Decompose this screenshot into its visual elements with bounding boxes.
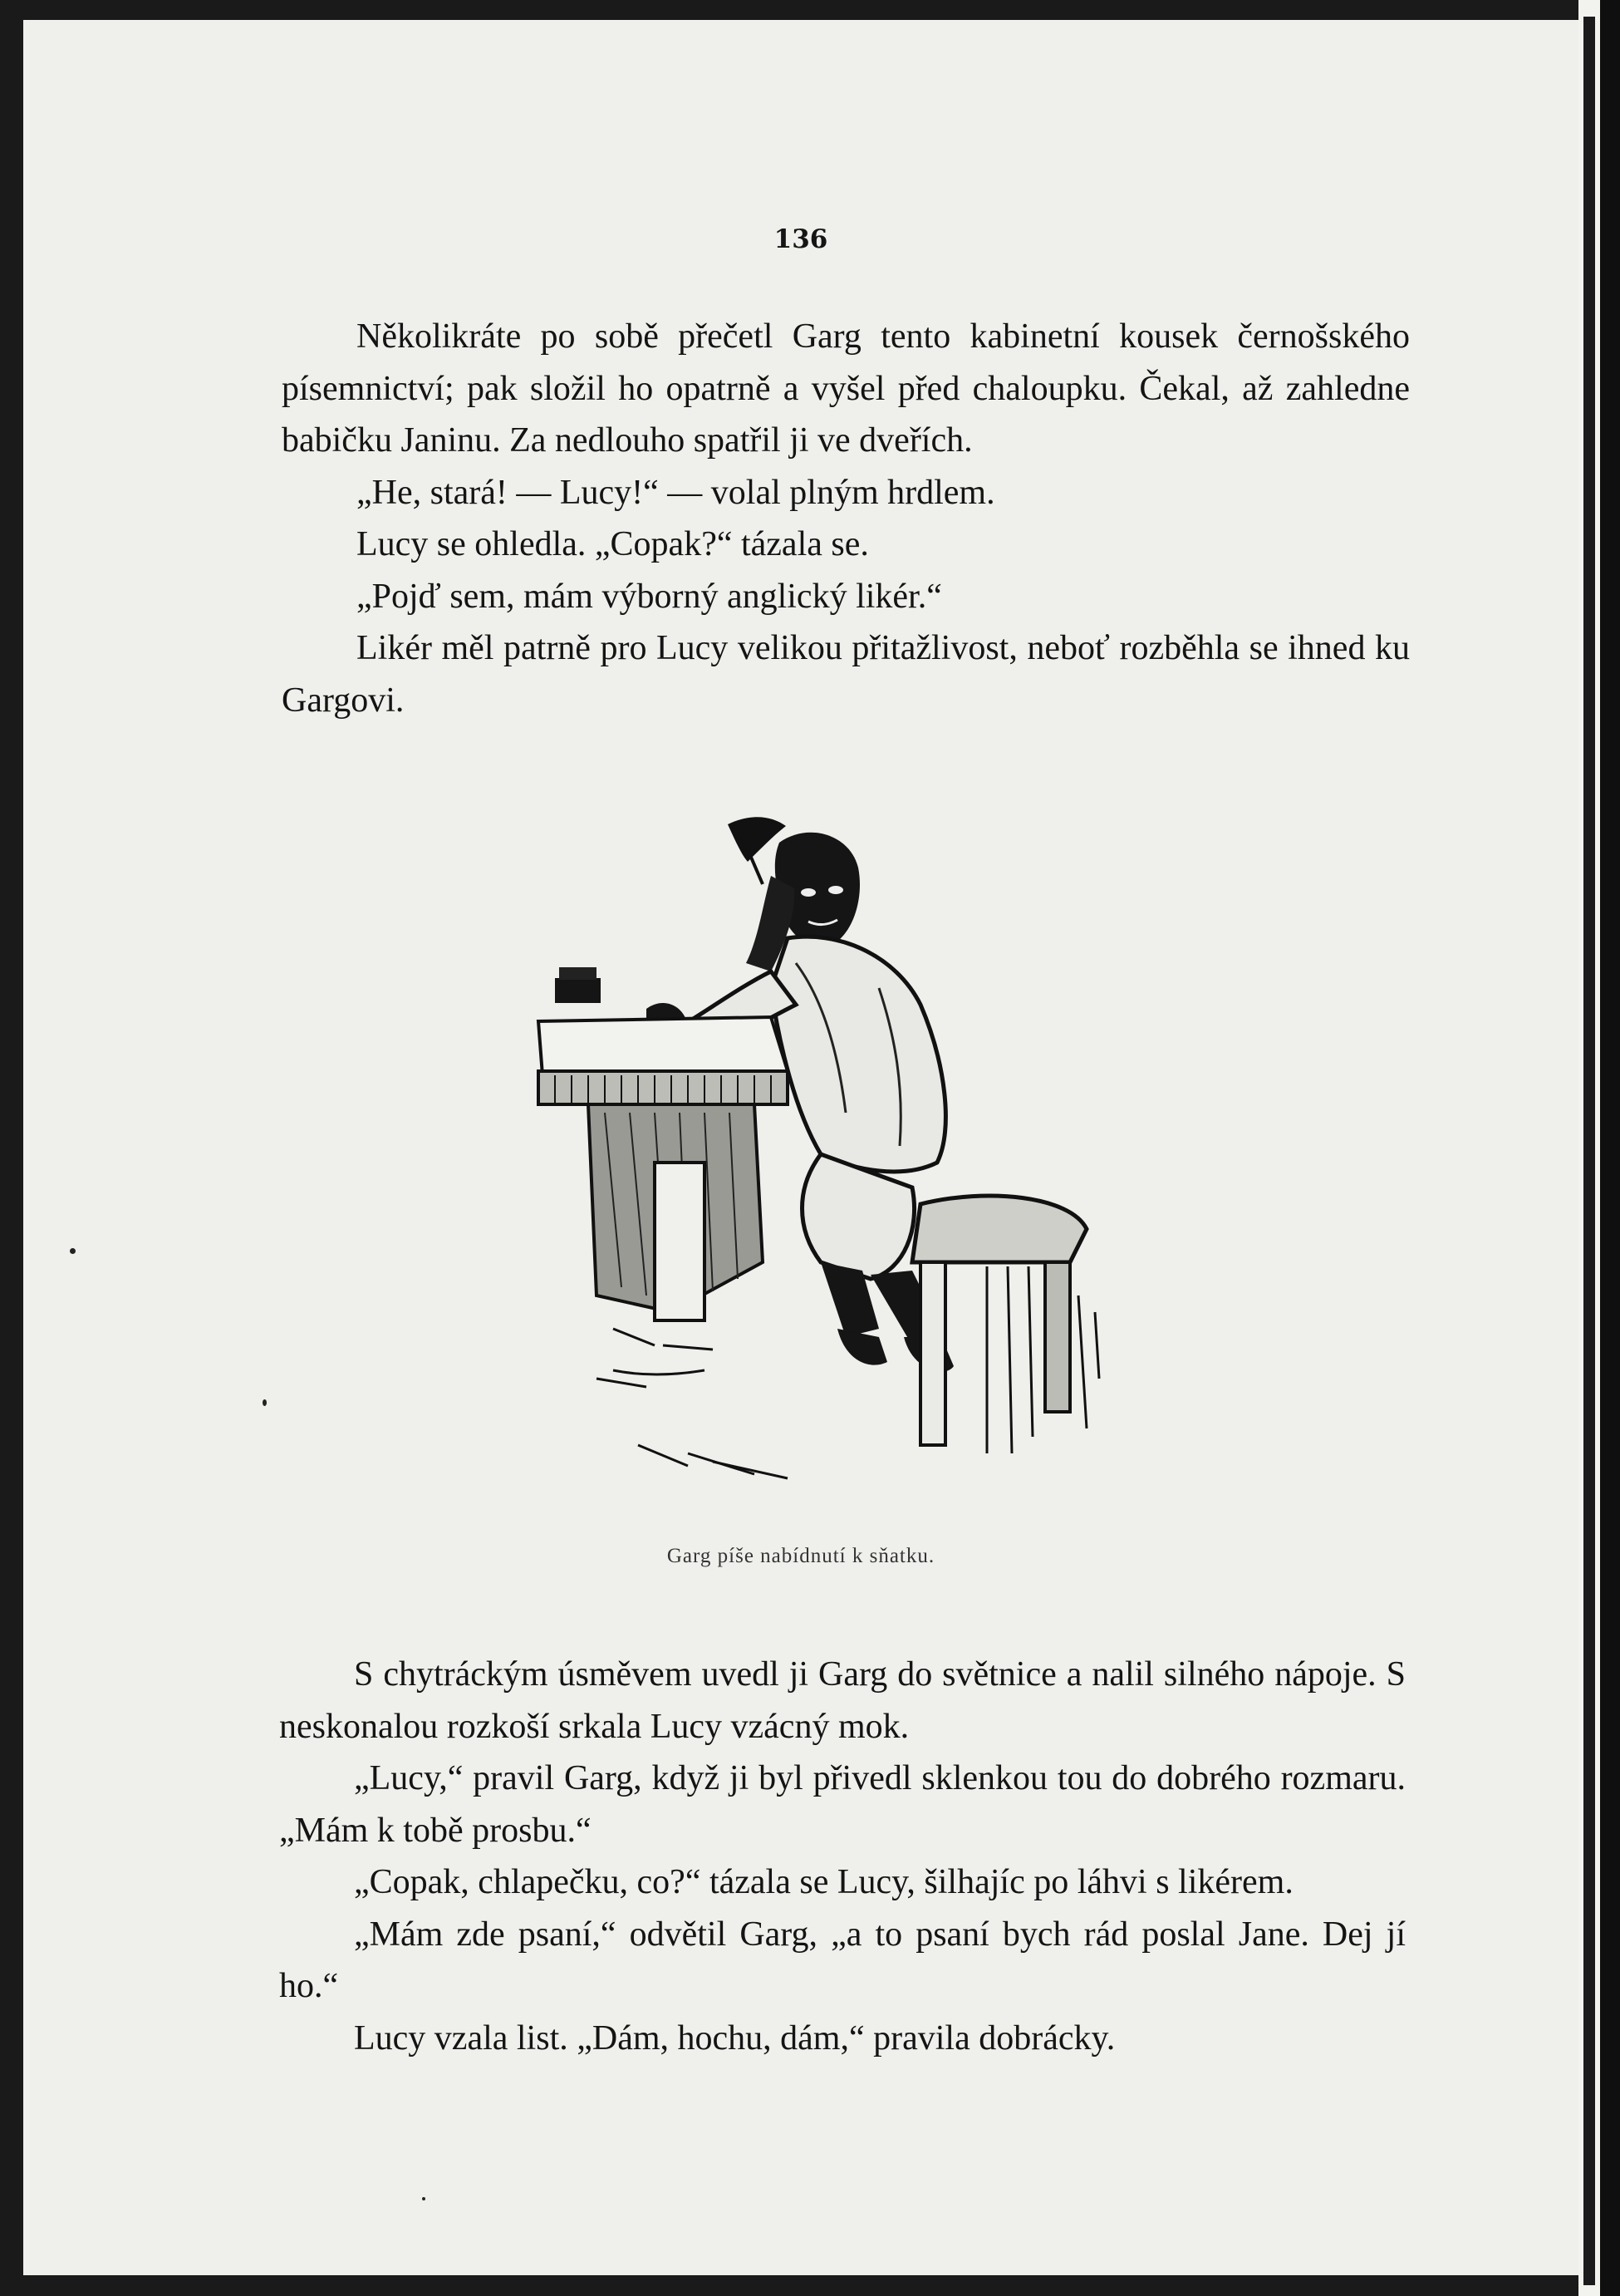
- paragraph: Likér měl patrně pro Lucy velikou přitažlivost, neboť rozběhla se ihned ku Gargovi.: [282, 629, 1410, 720]
- paragraph: Několikráte po sobě přečetl Garg tento kabinetní kousek černošského písemnictví; pak složil ho opatrně a vyšel před chaloupku. Čekal, až zahledne babičku Janinu. Za nedlouho spatřil ji ve dveřích.: [282, 317, 1410, 460]
- illustration-caption: Garg píše nabídnutí k sňatku.: [666, 1545, 935, 1567]
- binding-shadow: [1583, 17, 1595, 2285]
- paragraph: „He, stará! — Lucy!“ — volal plným hrdlem.: [356, 473, 995, 512]
- engraving-illustration: [522, 797, 1178, 1503]
- print-speck: [422, 2197, 425, 2200]
- book-page: [23, 20, 1578, 2275]
- page-edge-binding: [1578, 0, 1620, 2296]
- paragraph: „Mám zde psaní,“ odvětil Garg, „a to psaní bych rád poslal Jane. Dej jí ho.“: [279, 1915, 1406, 2005]
- page-number: 136: [773, 224, 828, 254]
- paragraph: Lucy vzala list. „Dám, hochu, dám,“ pravila dobrácky.: [354, 2018, 1116, 2058]
- paragraph: S chytráckým úsměvem uvedl ji Garg do světnice a nalil silného nápoje. S neskonalou rozkoší srkala Lucy vzácný mok.: [279, 1655, 1406, 1746]
- paragraph: Lucy se ohledla. „Copak?“ tázala se.: [356, 525, 869, 563]
- binding-shadow-outer: [1600, 0, 1620, 2296]
- paragraph: „Copak, chlapečku, co?“ tázala se Lucy, šilhajíc po láhvi s likérem.: [354, 1863, 1294, 1901]
- paragraph: „Lucy,“ pravil Garg, když ji byl přivedl sklenkou tou do dobrého rozmaru. „Mám k tobě prosbu.“: [279, 1759, 1406, 1850]
- text-block-top: [282, 311, 1410, 726]
- print-speck: [263, 1399, 267, 1406]
- paragraph: „Pojď sem, mám výborný anglický likér.“: [356, 577, 942, 616]
- text-block-bottom: [279, 1649, 1406, 2064]
- print-speck: [70, 1248, 76, 1254]
